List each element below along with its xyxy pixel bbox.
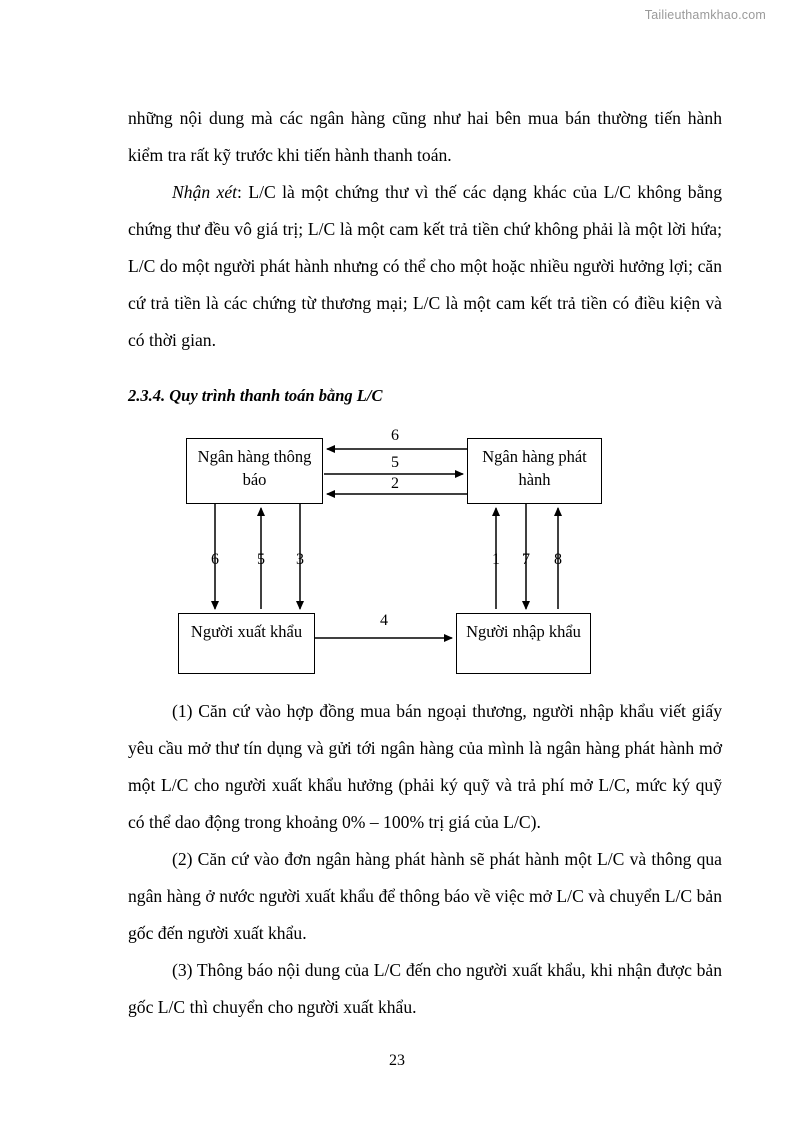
paragraph-intro: những nội dung mà các ngân hàng cũng như hai bên mua bán thường tiến hành kiểm tra rất kỹ trước khi tiến hành thanh toán. (128, 108, 722, 165)
diagram-box-exporter (178, 613, 315, 674)
edge-label-5-vertical: 5 (257, 551, 265, 568)
edge-label-2-horizontal: 2 (391, 475, 399, 492)
edge-label-6-vertical: 6 (211, 551, 219, 568)
nhan-xet-rest: : L/C là một chứng thư vì thế các dạng khác của L/C không bằng chứng thư đều vô giá trị; L/C là một cam kết trả tiền chứ không phải là một lời hứa; L/C do một người phát hành nhưng có thể cho một hoặc nhiều người hưởng lợi; căn cứ trả tiền là các chứng từ thương mại; L/C là một cam kết trả tiền có điều kiện và có thời gian. (128, 182, 722, 350)
diagram-box-advising-bank (186, 438, 323, 504)
advising-bank-label: Ngân hàng thông báo (197, 447, 312, 489)
diagram-box-importer (456, 613, 591, 674)
paragraph-nhan-xet (128, 174, 722, 359)
paragraph-step-2: (2) Căn cứ vào đơn ngân hàng phát hành sẽ phát hành một L/C và thông qua ngân hàng ở nước người xuất khẩu để thông báo về việc mở L/C và chuyển L/C bản gốc đến người xuất khẩu. (128, 849, 722, 943)
edge-label-6-horizontal: 6 (391, 427, 399, 444)
edge-label-8-vertical: 8 (554, 551, 562, 568)
paragraph-step-3: (3) Thông báo nội dung của L/C đến cho người xuất khẩu, khi nhận được bản gốc L/C thì chuyển cho người xuất khẩu. (128, 960, 722, 1017)
edge-label-3-vertical: 3 (296, 551, 304, 568)
nhan-xet-lead: Nhận xét (172, 182, 238, 202)
importer-label: Người nhập khẩu (466, 622, 581, 641)
edge-label-7-vertical: 7 (522, 551, 530, 568)
issuing-bank-label: Ngân hàng phát hành (482, 447, 587, 489)
edge-label-5-horizontal: 5 (391, 454, 399, 471)
exporter-label: Người xuất khẩu (190, 622, 303, 641)
section-heading: 2.3.4. Quy trình thanh toán bằng L/C (128, 386, 383, 405)
diagram-box-issuing-bank (467, 438, 602, 504)
paragraph-step-1: (1) Căn cứ vào hợp đồng mua bán ngoại thương, người nhập khẩu viết giấy yêu cầu mở thư tín dụng và gửi tới ngân hàng của mình là ngân hàng phát hành mở một L/C cho người xuất khẩu hưởng (phải ký quỹ và trả phí mở L/C, mức ký quỹ có thể dao động trong khoảng 0% – 100% trị giá của L/C). (128, 701, 722, 832)
edge-label-1-vertical: 1 (492, 551, 500, 568)
lc-payment-process-diagram (128, 425, 722, 693)
edge-label-4-horizontal: 4 (380, 612, 388, 629)
page-number: 23 (389, 1052, 405, 1069)
watermark-text: Tailieuthamkhao.com (644, 8, 766, 22)
document-body (128, 100, 722, 1026)
